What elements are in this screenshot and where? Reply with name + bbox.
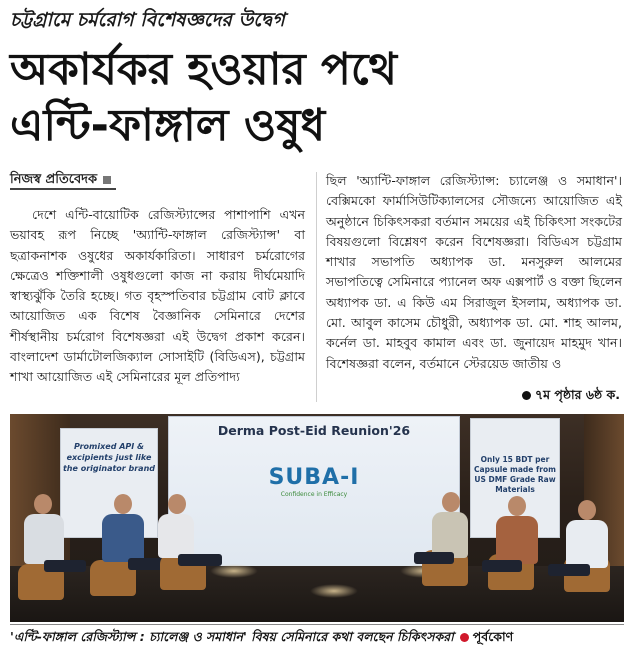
body-column-left: দেশে এন্টি-বায়োটিক রেজিস্ট্যান্সের পাশাপাশি এখন ভয়াবহ রূপ নিচ্ছে 'অ্যান্টি-ফাঙ্গাল রেজিস্ট্যান্স' বা ছত্রাকনাশক ওষুধের অকার্যকারিতা। সাধারণ চর্মরোগের ক্ষেত্রেও শক্তিশালী ওষুধগুলো কাজ না করায় দীর্ঘমেয়াদি স্বাস্থ্যঝুঁকি তৈরি হচ্ছে। গত বৃহস্পতিবার চট্টগ্রাম বোট ক্লাবে আয়োজিত এক বিশেষ বৈজ্ঞানিক সেমিনারে দেশের শীর্ষস্থানীয় চর্মরোগ বিশেষজ্ঞরা এই উদ্বেগ প্রকাশ করেন। বাংলাদেশ ডার্মাটোলজিক্যাল সোসাইটি (বিডিএস), চট্টগ্রাম শাখা আয়োজিত এই সেমিনারের মূল প্রতিপাদ্য	[10, 207, 305, 385]
photo-banner-left: Promixed API & excipients just like the originator brand	[60, 428, 158, 538]
byline-rule	[10, 188, 116, 190]
caption-text: 'এন্টি-ফাঙ্গাল রেজিস্ট্যান্স : চ্যালেঞ্জ ও সমাধান' বিষয় সেমিনারে কথা বলছেন চিকিৎসকরা	[10, 629, 454, 644]
caption-rule	[10, 624, 624, 625]
continued-note[interactable]	[522, 387, 620, 407]
headline-line-1: অকার্যকর হওয়ার পথে	[10, 44, 398, 95]
photo-spotlight	[310, 584, 358, 598]
red-dot-icon	[460, 633, 469, 642]
column-divider	[316, 172, 317, 402]
continued-text: ৭ম পৃষ্ঠার ৬ষ্ঠ ক.	[534, 387, 620, 402]
headline	[10, 42, 624, 154]
photo-caption	[10, 629, 624, 649]
photo-brand-tagline: Confidence in Efficacy	[280, 491, 348, 498]
photo-spotlight	[210, 564, 258, 578]
photo-brand-logo: SUBA-I	[268, 465, 360, 490]
kicker: চট্টগ্রামে চর্মরোগ বিশেষজ্ঞদের উদ্বেগ	[10, 9, 285, 31]
byline-text: নিজস্ব প্রতিবেদক	[10, 172, 98, 187]
bullet-icon	[522, 391, 531, 400]
photo-credit: পূর্বকোণ	[472, 629, 514, 644]
byline-square-icon	[103, 176, 111, 184]
seminar-photo	[10, 414, 624, 622]
photo-screen-title: Derma Post-Eid Reunion'26	[217, 423, 411, 438]
photo-banner-right: Only 15 BDT per Capsule made from US DMF Grade Raw Materials	[470, 418, 560, 538]
body-column-right: ছিল 'অ্যান্টি-ফাঙ্গাল রেজিস্ট্যান্স: চ্যালেঞ্জ ও সমাধান'। বেক্সিমকো ফার্মাসিউটিক্যালসের সৌজন্যে আয়োজিত এই অনুষ্ঠানে চিকিৎসকরা বর্তমান সময়ের এই চিকিৎসা সংকটের বিষয়গুলো বিশ্লেষণ করেন বিশেষজ্ঞরা। বিডিএস চট্টগ্রাম শাখার সভাপতি অধ্যাপক ডা. মনসুরুল আলমের সভাপতিত্বে সেমিনারে প্যানেল অফ এক্সপার্ট ও বক্তা ছিলেন অধ্যাপক ডা. এ কিউ এম সিরাজুল ইসলাম, অধ্যাপক ডা. মো. আবুল কাসেম চৌধুরী, অধ্যাপক ডা. মো. শাহ আলম, কর্নেল ডা. মাহবুব কামাল এবং ডা. জুনায়েদ মাহমুদ খান। বিশেষজ্ঞরা বলেন, বর্তমানে স্টেরয়েড জাতীয় ও	[326, 173, 622, 371]
headline-line-2: এন্টি-ফাঙ্গাল ওষুধ	[10, 100, 326, 151]
